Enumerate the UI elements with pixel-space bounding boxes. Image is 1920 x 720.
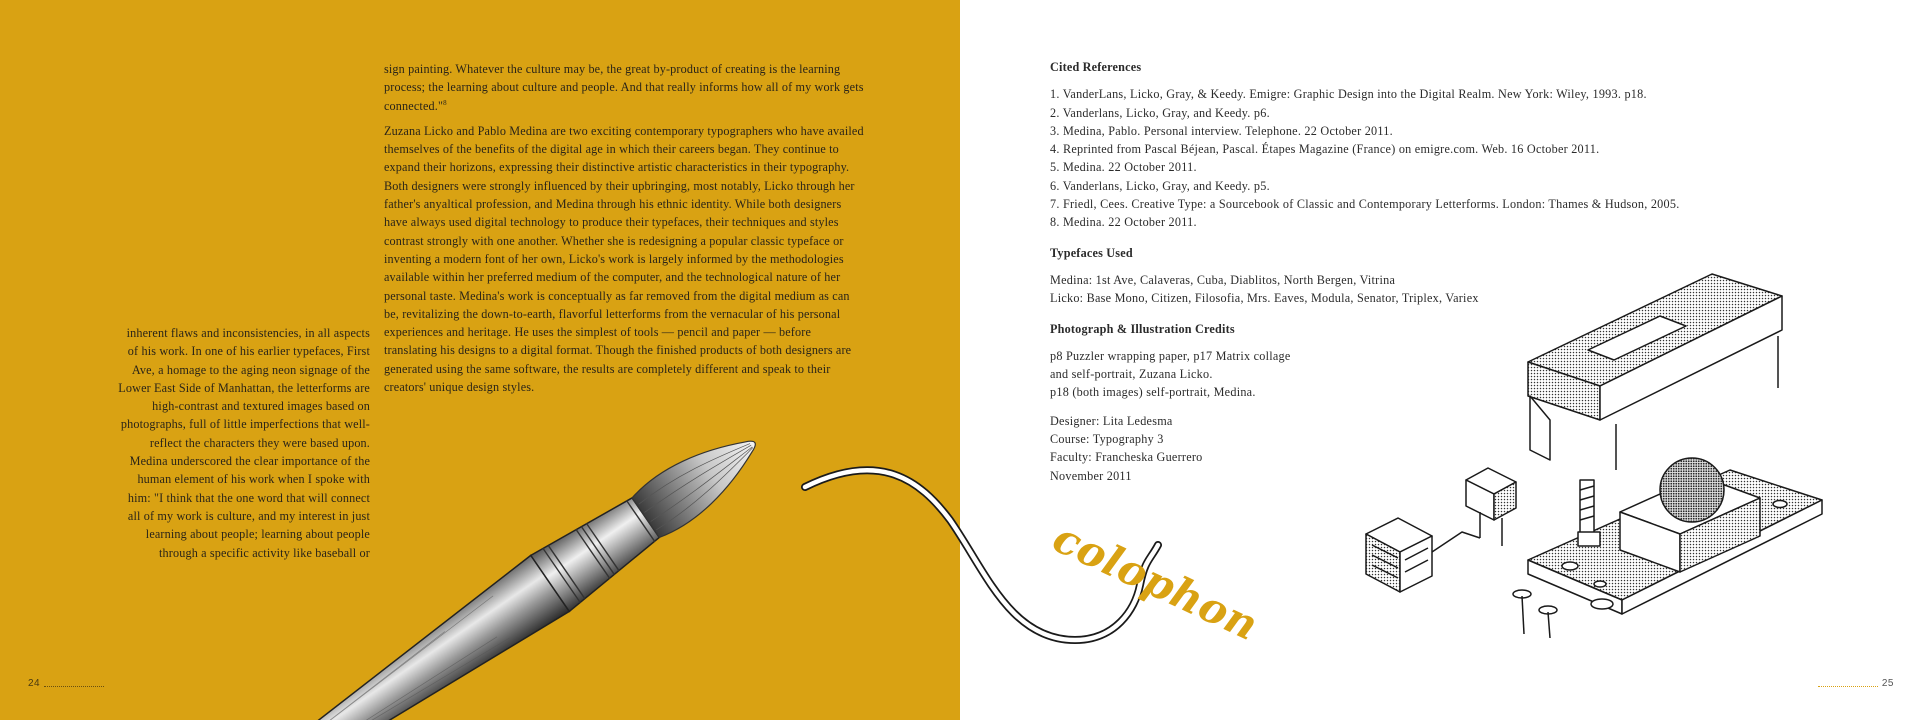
references-list [1050,85,1830,231]
reference-item: 7. Friedl, Cees. Creative Type: a Sourcebook of Classic and Contemporary Letterforms. London: Thames & Hudson, 2005. [1050,197,1680,212]
narrow-text-column: inherent flaws and inconsistencies, in all aspects of his work. In one of his earlier typefaces, First Ave, a homage to the aging neon signage of the Lower East Side of Manhattan, the letterforms are high-contrast and textured images based on photographs, full of little imperfections that well-reflect the characters they were based upon. Medina underscored the clear importance of the human element of his work when I spoke with him: "I think that the one word that will connect all of my work is culture, and my interest in just learning about people; learning about people through a specific activity like baseball or [118,326,370,560]
typefaces-section [1050,244,1830,308]
reference-item: 6. Vanderlans, Licko, Gray, and Keedy. p5. [1050,178,1270,193]
reference-item: 5. Medina. 22 October 2011. [1050,160,1197,175]
reference-item: 4. Reprinted from Pascal Béjean, Pascal. Étapes Magazine (France) on emigre.com. Web. 16 October 2011. [1050,142,1600,157]
paintbrush-illustration [148,415,774,720]
folio-rule-right [1818,686,1878,687]
production-lines [1050,412,1830,485]
credits-heading: Photograph & Illustration Credits [1050,321,1235,336]
reference-item: 3. Medina, Pablo. Personal interview. Telephone. 22 October 2011. [1050,123,1393,138]
faculty-line: Faculty: Francheska Guerrero [1050,450,1203,465]
cited-references-heading: Cited References [1050,60,1142,74]
designer-line: Designer: Lita Ledesma [1050,413,1173,428]
credit-line: and self-portrait, Zuzana Licko. [1050,367,1213,382]
credit-line: p18 (both images) self-portrait, Medina. [1050,385,1256,400]
typefaces-heading: Typefaces Used [1050,245,1133,260]
paragraph-1-text: sign painting. Whatever the culture may be, the great by-product of creating is the learning process; the learning about culture and people. And that really informs how all of my work gets connected." [384,62,864,113]
colophon-text [1050,58,1830,497]
typefaces-list [1050,271,1830,308]
credit-line: p8 Puzzler wrapping paper, p17 Matrix collage [1050,348,1291,363]
paragraph-2: Zuzana Licko and Pablo Medina are two exciting contemporary typographers who have availed themselves of the benefits of the digital age in which their careers began. They continue to expand their horizons, expressing their distinctive artistic characteristics in their typography. Both designers were strongly influenced by their upbringing, most notably, Licko through her father's anyaltical profession, and Medina through his ethnic identity. While both designers have always used digital technology to produce their typefaces, their techniques and styles contrast strongly with one another. Whether she is redesigning a popular classic typeface or inventing a modern font of her own, Licko's work is largely informed by the methodologies available within her preferred medium of the computer, and the technological nature of her personal taste. Medina's work is conceptually as far removed from the digital medium as can be, revitalizing the down-to-earth, flavorful letterforms from the vernacular of his personal experiences and heritage. He uses the simplest of tools — pencil and paper — before translating his designs to a digital format. Though the finished products of both designers are generated using the same software, the results are completely different and speak to their creators' unique design styles. [384,123,864,395]
typeface-item: Licko: Base Mono, Citizen, Filosofia, Mrs. Eaves, Modula, Senator, Triplex, Variex [1050,291,1479,306]
date-line: November 2011 [1050,468,1132,483]
footnote-marker: 8 [443,98,447,107]
colophon-title: colophon [1045,512,1266,651]
plug-connector [1366,518,1432,592]
reference-item: 2. Vanderlans, Licko, Gray, and Keedy. p6. [1050,105,1270,120]
credits-lines [1050,347,1830,402]
page-number-right: 25 [1881,678,1894,689]
credits-section [1050,320,1830,485]
reference-item: 8. Medina. 22 October 2011. [1050,215,1197,230]
page-number-left: 24 [28,678,41,689]
typeface-item: Medina: 1st Ave, Calaveras, Cuba, Diablitos, North Bergen, Vitrina [1050,272,1396,287]
cited-references-section [1050,58,1830,232]
course-line: Course: Typography 3 [1050,432,1164,447]
folio-rule-left [44,686,104,687]
reference-item: 1. VanderLans, Licko, Gray, & Keedy. Emigre: Graphic Design into the Digital Realm. New York: Wiley, 1993. p18. [1050,87,1647,102]
